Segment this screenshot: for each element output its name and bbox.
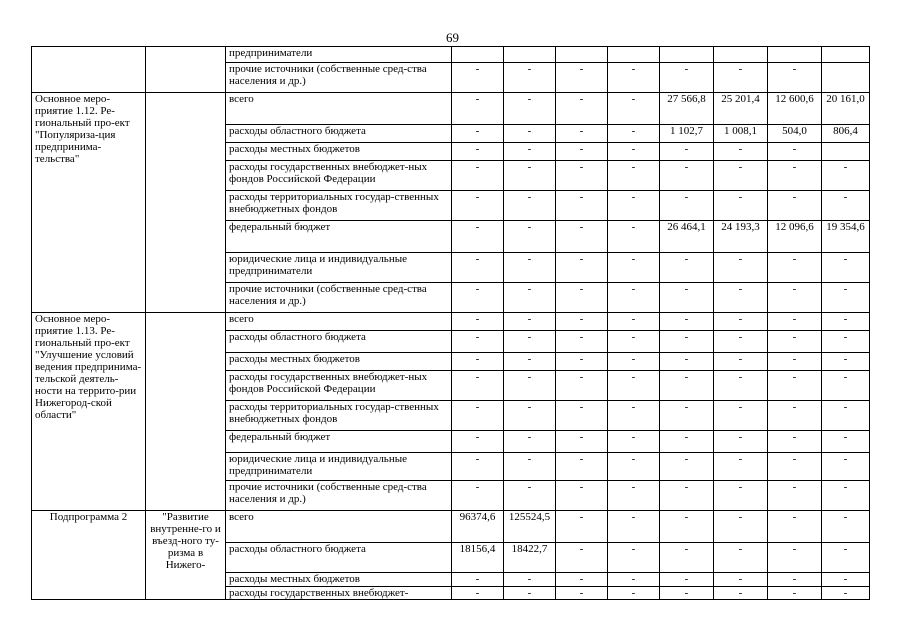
year-value: -	[452, 283, 504, 313]
year-value: -	[768, 401, 822, 431]
year-value: 18422,7	[504, 543, 556, 573]
year-value: -	[556, 371, 608, 401]
year-value: -	[556, 401, 608, 431]
year-value: -	[556, 125, 608, 143]
year-value: -	[556, 253, 608, 283]
year-value: -	[452, 93, 504, 125]
year-value: -	[822, 331, 870, 353]
year-value: -	[504, 587, 556, 600]
year-value: -	[768, 253, 822, 283]
year-value: -	[768, 543, 822, 573]
year-value: -	[556, 481, 608, 511]
year-value: -	[714, 453, 768, 481]
year-value: -	[768, 587, 822, 600]
year-value: -	[714, 161, 768, 191]
year-value: -	[714, 543, 768, 573]
year-value: -	[768, 63, 822, 93]
measure-description	[146, 47, 226, 93]
year-value: -	[714, 511, 768, 543]
year-value: -	[452, 161, 504, 191]
measure-description	[146, 313, 226, 511]
year-value: 12 096,6	[768, 221, 822, 253]
year-value: -	[714, 573, 768, 587]
year-value: -	[452, 453, 504, 481]
year-value: -	[504, 63, 556, 93]
year-value: -	[660, 283, 714, 313]
funding-source: прочие источники (собственные сред-ства населения и др.)	[226, 63, 452, 93]
year-value: -	[452, 353, 504, 371]
year-value: -	[822, 511, 870, 543]
year-value: -	[660, 331, 714, 353]
year-value: -	[556, 161, 608, 191]
year-value: -	[556, 221, 608, 253]
year-value: -	[768, 573, 822, 587]
year-value: -	[660, 161, 714, 191]
year-value: -	[556, 191, 608, 221]
funding-source: расходы областного бюджета	[226, 331, 452, 353]
funding-source: расходы областного бюджета	[226, 125, 452, 143]
year-value: 1 008,1	[714, 125, 768, 143]
year-value: 25 201,4	[714, 93, 768, 125]
funding-source: расходы областного бюджета	[226, 543, 452, 573]
year-value: -	[608, 431, 660, 453]
year-value	[714, 47, 768, 63]
table-row	[32, 313, 870, 331]
year-value: -	[822, 353, 870, 371]
year-value: -	[660, 573, 714, 587]
funding-source: расходы территориальных государ-ственных внебюджетных фондов	[226, 191, 452, 221]
year-value: -	[660, 353, 714, 371]
year-value: -	[768, 143, 822, 161]
year-value: -	[608, 283, 660, 313]
year-value: 24 193,3	[714, 221, 768, 253]
year-value: -	[556, 313, 608, 331]
year-value: -	[504, 143, 556, 161]
year-value: -	[608, 511, 660, 543]
year-value: -	[660, 401, 714, 431]
year-value: -	[452, 371, 504, 401]
year-value: -	[608, 331, 660, 353]
year-value: -	[660, 253, 714, 283]
year-value: -	[714, 353, 768, 371]
year-value: -	[660, 543, 714, 573]
year-value: -	[608, 453, 660, 481]
year-value: -	[452, 587, 504, 600]
year-value: 19 354,6	[822, 221, 870, 253]
year-value: -	[714, 431, 768, 453]
year-value: -	[556, 143, 608, 161]
year-value: -	[504, 481, 556, 511]
year-value: 96374,6	[452, 511, 504, 543]
year-value: -	[714, 331, 768, 353]
year-value: -	[660, 453, 714, 481]
year-value: -	[768, 371, 822, 401]
year-value: -	[556, 283, 608, 313]
year-value	[556, 47, 608, 63]
year-value: -	[608, 401, 660, 431]
year-value: -	[452, 313, 504, 331]
table-row	[32, 93, 870, 125]
year-value: -	[504, 453, 556, 481]
year-value: 18156,4	[452, 543, 504, 573]
year-value: -	[452, 253, 504, 283]
year-value: -	[452, 125, 504, 143]
year-value: -	[452, 401, 504, 431]
year-value	[660, 47, 714, 63]
year-value: -	[608, 93, 660, 125]
year-value: 1 102,7	[660, 125, 714, 143]
year-value: -	[714, 371, 768, 401]
year-value: -	[768, 283, 822, 313]
year-value: -	[768, 161, 822, 191]
year-value: -	[504, 431, 556, 453]
year-value: -	[822, 481, 870, 511]
year-value: 504,0	[768, 125, 822, 143]
year-value: -	[822, 401, 870, 431]
year-value: -	[556, 93, 608, 125]
year-value: -	[504, 253, 556, 283]
funding-source: юридические лица и индивидуальные предприниматели	[226, 253, 452, 283]
funding-source: прочие источники (собственные сред-ства населения и др.)	[226, 481, 452, 511]
measure-description	[146, 93, 226, 313]
year-value: -	[504, 371, 556, 401]
year-value: -	[608, 313, 660, 331]
year-value: 27 566,8	[660, 93, 714, 125]
year-value: -	[608, 573, 660, 587]
year-value: -	[556, 453, 608, 481]
funding-source: всего	[226, 313, 452, 331]
year-value: -	[660, 511, 714, 543]
year-value	[608, 47, 660, 63]
year-value: -	[556, 587, 608, 600]
funding-source: расходы местных бюджетов	[226, 573, 452, 587]
year-value	[822, 63, 870, 93]
year-value: -	[556, 543, 608, 573]
year-value: 125524,5	[504, 511, 556, 543]
funding-source: расходы государственных внебюджет-	[226, 587, 452, 600]
year-value: -	[714, 401, 768, 431]
funding-source: всего	[226, 93, 452, 125]
year-value: -	[714, 313, 768, 331]
year-value: -	[822, 543, 870, 573]
funding-source: предприниматели	[226, 47, 452, 63]
year-value: -	[768, 353, 822, 371]
year-value: -	[608, 221, 660, 253]
measure-name: Основное меро-приятие 1.12. Ре-гиональный про-ект "Популяриза-ция предпринима-тельства"	[32, 93, 146, 313]
year-value: -	[822, 253, 870, 283]
year-value: -	[556, 511, 608, 543]
year-value: -	[556, 353, 608, 371]
year-value: -	[504, 191, 556, 221]
funding-source: юридические лица и индивидуальные предприниматели	[226, 453, 452, 481]
year-value: -	[452, 221, 504, 253]
year-value: -	[452, 431, 504, 453]
funding-source: расходы местных бюджетов	[226, 353, 452, 371]
year-value: -	[822, 573, 870, 587]
year-value: -	[504, 161, 556, 191]
year-value: -	[504, 401, 556, 431]
year-value: -	[452, 63, 504, 93]
funding-source: прочие источники (собственные сред-ства населения и др.)	[226, 283, 452, 313]
measure-description: "Развитие внутренне-го и въезд-ного ту-ризма в Нижего-	[146, 511, 226, 600]
table-row	[32, 47, 870, 63]
year-value: -	[504, 353, 556, 371]
year-value: 12 600,6	[768, 93, 822, 125]
year-value	[822, 143, 870, 161]
funding-source: федеральный бюджет	[226, 431, 452, 453]
year-value: -	[608, 587, 660, 600]
year-value: -	[504, 573, 556, 587]
year-value: -	[608, 191, 660, 221]
year-value: -	[714, 63, 768, 93]
year-value: -	[822, 371, 870, 401]
year-value: -	[768, 431, 822, 453]
year-value: -	[556, 431, 608, 453]
funding-source: расходы государственных внебюджет-ных фондов Российской Федерации	[226, 371, 452, 401]
funding-source: расходы государственных внебюджет-ных фондов Российской Федерации	[226, 161, 452, 191]
year-value: -	[822, 431, 870, 453]
year-value: -	[608, 125, 660, 143]
year-value: -	[608, 543, 660, 573]
year-value: -	[714, 587, 768, 600]
year-value: -	[608, 161, 660, 191]
year-value: -	[768, 331, 822, 353]
year-value: -	[608, 143, 660, 161]
year-value: -	[768, 191, 822, 221]
page-number: 69	[446, 30, 459, 45]
year-value	[504, 47, 556, 63]
year-value: -	[714, 283, 768, 313]
year-value: 20 161,0	[822, 93, 870, 125]
year-value	[768, 47, 822, 63]
year-value: -	[608, 253, 660, 283]
year-value: -	[504, 221, 556, 253]
measure-name	[32, 47, 146, 93]
year-value: -	[660, 587, 714, 600]
year-value: -	[822, 587, 870, 600]
funding-source: расходы территориальных государ-ственных внебюджетных фондов	[226, 401, 452, 431]
year-value: -	[504, 331, 556, 353]
year-value: 26 464,1	[660, 221, 714, 253]
year-value: -	[660, 371, 714, 401]
measure-name: Основное меро-приятие 1.13. Ре-гиональный про-ект "Улучшение условий ведения предпринима-тельской деятель-ности на террито-рии Нижегород-ской области"	[32, 313, 146, 511]
year-value: -	[504, 313, 556, 331]
year-value: -	[452, 143, 504, 161]
year-value: -	[608, 353, 660, 371]
year-value: -	[660, 191, 714, 221]
year-value: -	[452, 191, 504, 221]
year-value: -	[660, 431, 714, 453]
year-value: -	[504, 283, 556, 313]
year-value: -	[768, 481, 822, 511]
year-value: -	[660, 481, 714, 511]
budget-table	[31, 46, 870, 600]
year-value: -	[822, 453, 870, 481]
year-value: -	[714, 481, 768, 511]
year-value: -	[660, 313, 714, 331]
table-row	[32, 511, 870, 543]
year-value: -	[504, 93, 556, 125]
funding-source: всего	[226, 511, 452, 543]
funding-source: федеральный бюджет	[226, 221, 452, 253]
year-value: -	[452, 481, 504, 511]
year-value: -	[556, 63, 608, 93]
year-value: -	[608, 371, 660, 401]
year-value: -	[452, 331, 504, 353]
year-value: -	[714, 143, 768, 161]
year-value: 806,4	[822, 125, 870, 143]
measure-name: Подпрограмма 2	[32, 511, 146, 600]
year-value	[822, 47, 870, 63]
year-value: -	[768, 511, 822, 543]
year-value: -	[822, 191, 870, 221]
year-value: -	[822, 313, 870, 331]
funding-source: расходы местных бюджетов	[226, 143, 452, 161]
year-value: -	[714, 253, 768, 283]
year-value: -	[768, 453, 822, 481]
year-value: -	[452, 573, 504, 587]
year-value	[452, 47, 504, 63]
year-value: -	[660, 63, 714, 93]
year-value: -	[822, 283, 870, 313]
year-value: -	[822, 161, 870, 191]
year-value: -	[608, 63, 660, 93]
year-value: -	[660, 143, 714, 161]
year-value: -	[714, 191, 768, 221]
year-value: -	[504, 125, 556, 143]
year-value: -	[608, 481, 660, 511]
year-value: -	[556, 573, 608, 587]
year-value: -	[556, 331, 608, 353]
year-value: -	[768, 313, 822, 331]
